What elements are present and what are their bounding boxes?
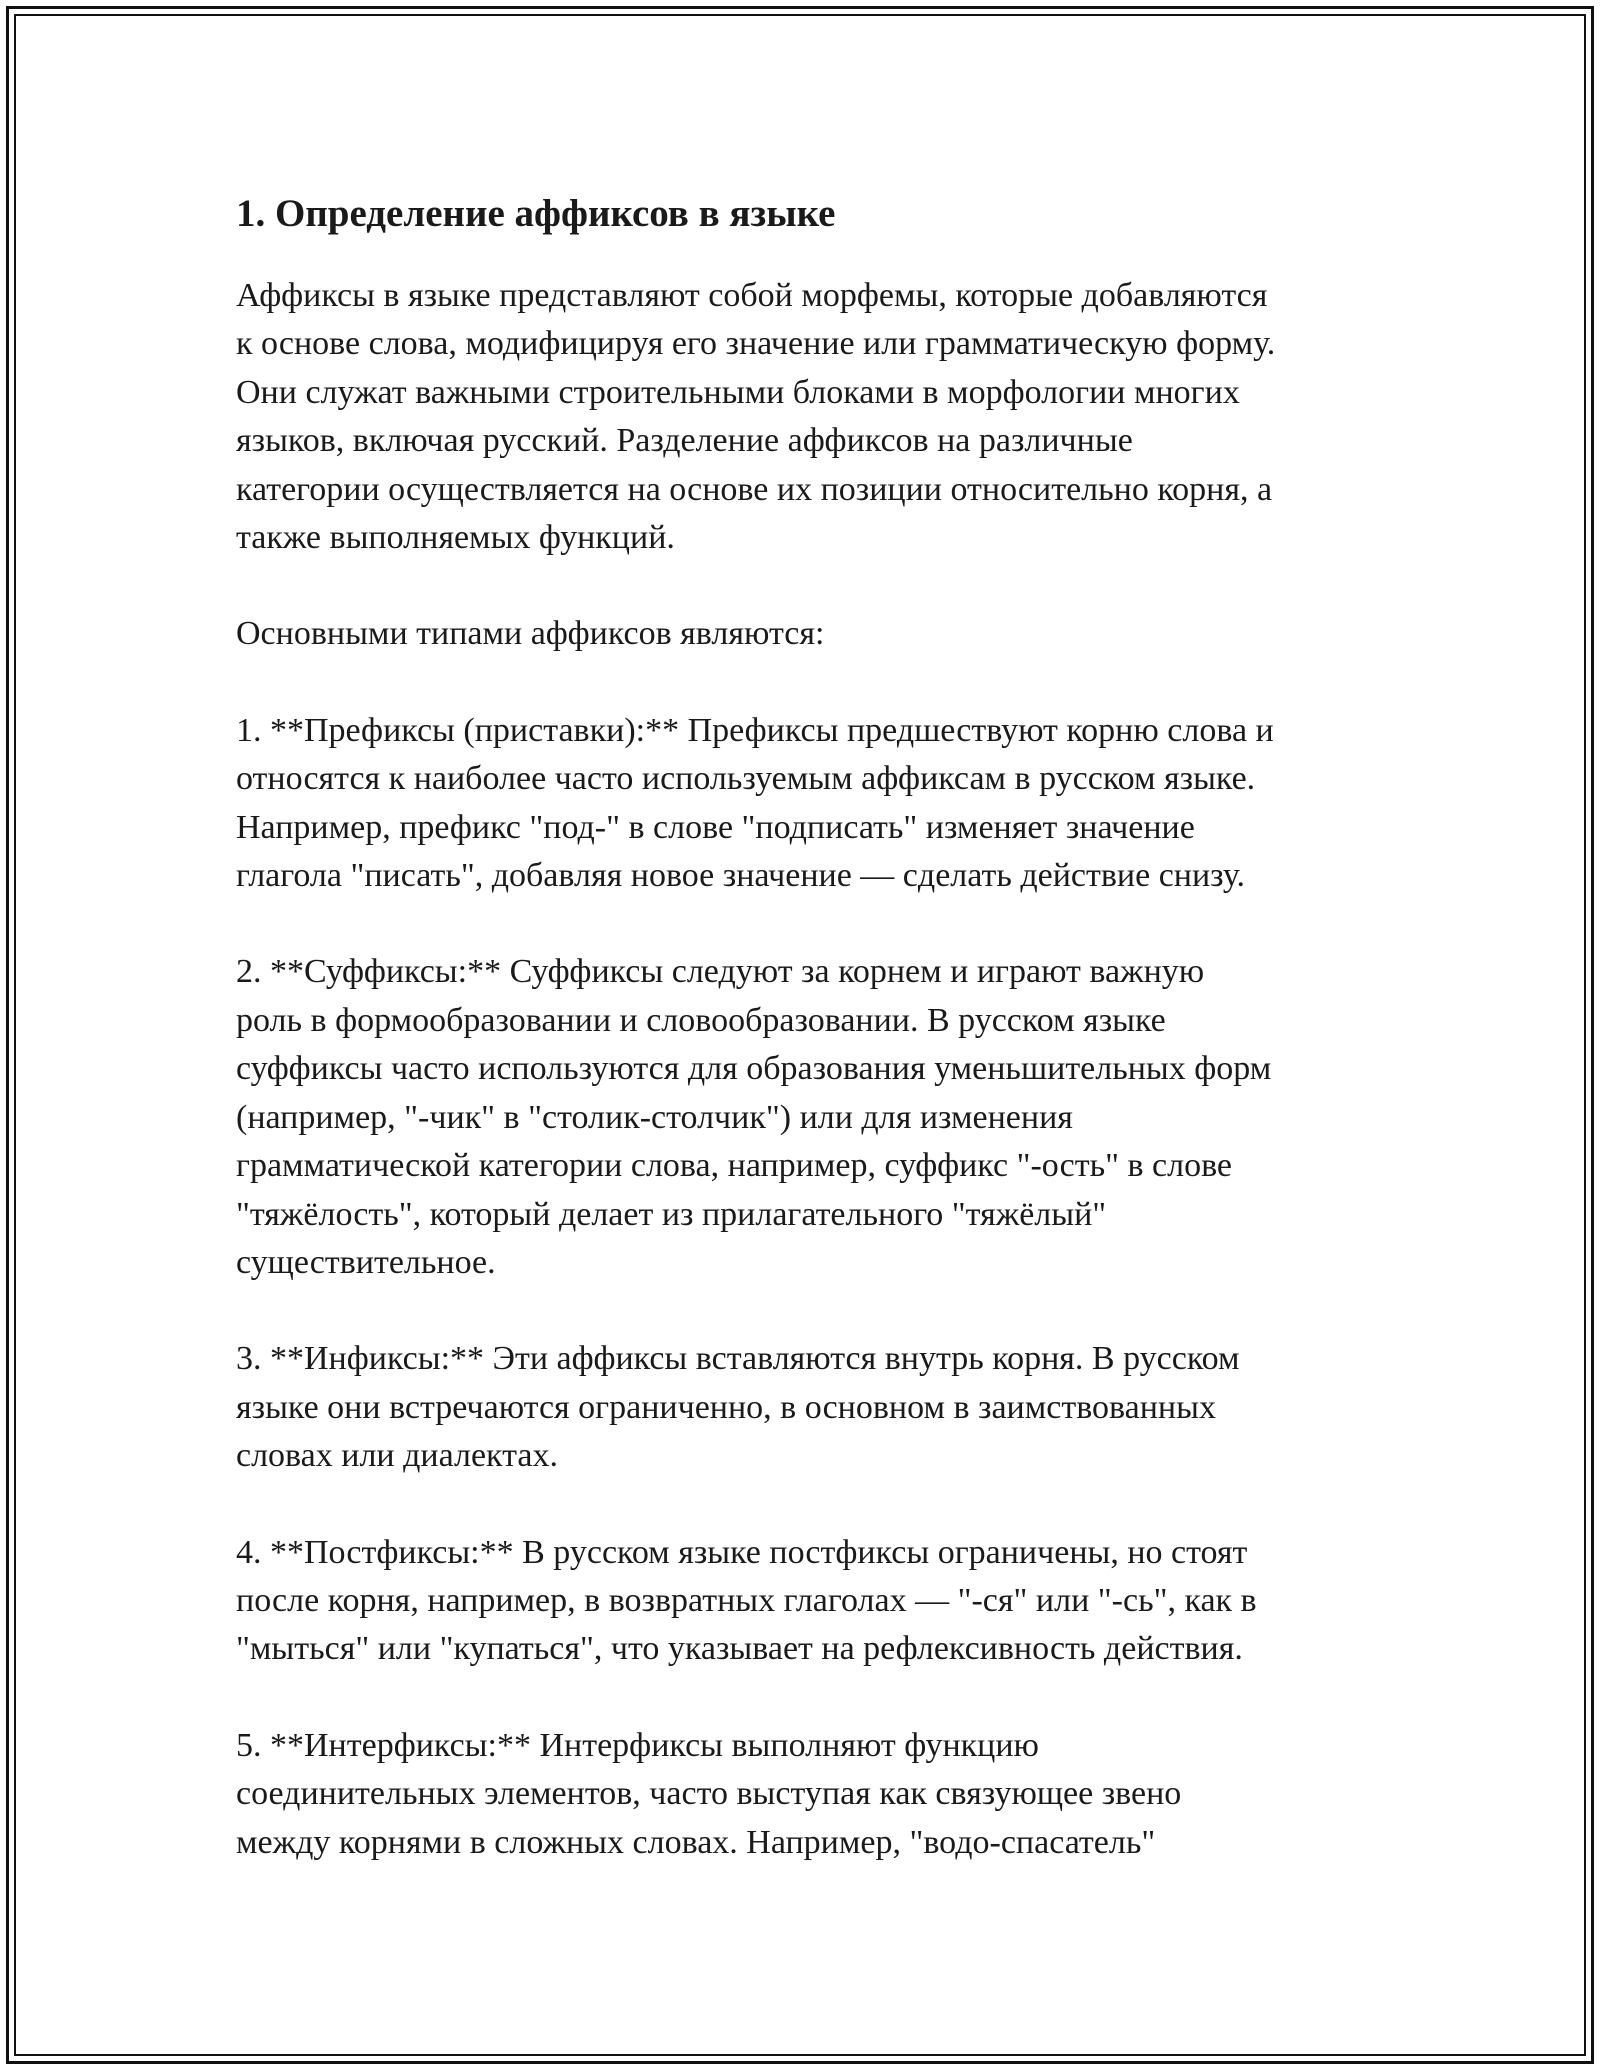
- document-body: [236, 180, 1376, 1867]
- list-item-interfixes: 5. **Интерфиксы:** Интерфиксы выполняют функцию соединительных элементов, часто выступая как связующее звено между корнями в сложных словах. Например, "водо-спасатель": [236, 1726, 1182, 1861]
- list-item-postfixes: 4. **Постфиксы:** В русском языке постфиксы ограничены, но стоят после корня, например, в возвратных глаголах — "-ся" или "-сь", как в "мыться" или "купаться", что указывает на рефлексивность действия.: [236, 1533, 1257, 1668]
- section-heading: 1. Определение аффиксов в языке: [236, 192, 836, 235]
- paragraph-intro: Аффиксы в языке представляют собой морфемы, которые добавляются к основе слова, модифицируя его значение или грамматическую форму. Они служат важными строительными блоками в морфологии многих языков, включая русский. Разделение аффиксов на различные категории осуществляется на основе их позиции относительно корня, а также выполняемых функций.: [236, 277, 1276, 557]
- list-item-suffixes: 2. **Суффиксы:** Суффиксы следуют за корнем и играют важную роль в формообразовании и словообразовании. В русском языке суффиксы часто используются для образования уменьшительных форм (например, "-чик" в "столик-столчик") или для изменения грамматической категории слова, например, суффикс "-ость" в слове "тяжёлость", который делает из прилагательного "тяжёлый" существительное.: [236, 953, 1272, 1281]
- list-item-infixes: 3. **Инфиксы:** Эти аффиксы вставляются внутрь корня. В русском языке они встречаются ограниченно, в основном в заимствованных словах или диалектах.: [236, 1340, 1240, 1475]
- list-item-prefixes: 1. **Префиксы (приставки):** Префиксы предшествуют корню слова и относятся к наиболее часто используемым аффиксам в русском языке. Например, префикс "под-" в слове "подписать" изменяет значение глагола "писать", добавляя новое значение — сделать действие снизу.: [236, 711, 1274, 895]
- paragraph-types-lead: Основными типами аффиксов являются:: [236, 615, 825, 653]
